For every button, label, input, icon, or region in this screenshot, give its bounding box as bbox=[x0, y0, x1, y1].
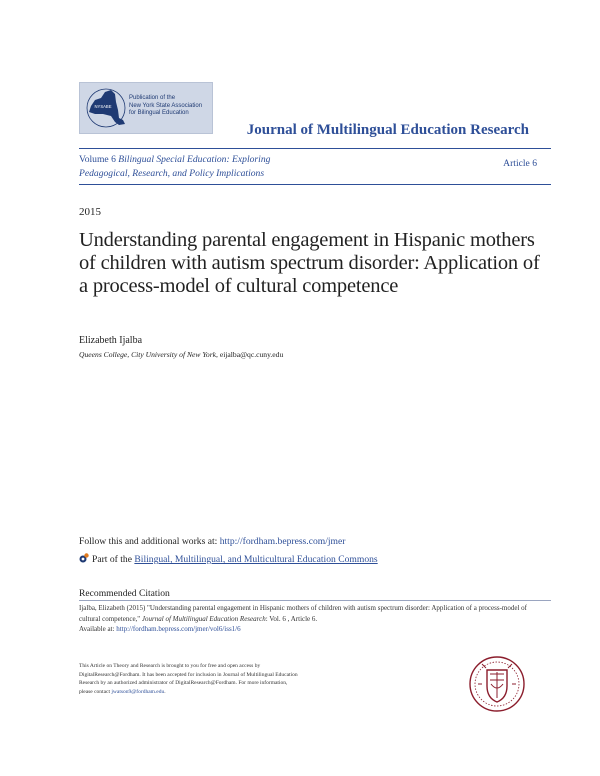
author-name: Elizabeth Ijalba bbox=[79, 335, 143, 346]
commons-link[interactable]: Bilingual, Multilingual, and Multicultural Education Commons bbox=[134, 554, 378, 565]
author-affiliation bbox=[79, 350, 283, 359]
volume-issue[interactable] bbox=[79, 153, 409, 181]
logo-map-label: NYSABE bbox=[94, 104, 112, 109]
notice-text: This Article on Theory and Research is brought to you for free and open access by DigitalResearch@Fordham. It has been accepted for inclusion in Journal of Multilingual Education Research by an authorized administrator of DigitalResearch@Fordham. For more information, please contact bbox=[79, 663, 298, 695]
fordham-seal-icon bbox=[468, 654, 526, 714]
citation-divider bbox=[79, 600, 551, 601]
logo-caption bbox=[129, 95, 213, 118]
available-link[interactable]: http://fordham.bepress.com/jmer/vol6/iss1/6 bbox=[116, 625, 241, 633]
part-of-line bbox=[79, 553, 378, 565]
contact-email-link[interactable]: jwatson9@fordham.edu bbox=[111, 688, 165, 695]
article-title: Understanding parental engagement in Hispanic mothers of children with autism spectrum disorder: Application of a process-model of cultural competence bbox=[79, 229, 540, 297]
article-number[interactable]: Article 6 bbox=[503, 158, 537, 169]
issue-title-line2: Pedagogical, Research, and Policy Implications bbox=[79, 168, 265, 179]
publication-year: 2015 bbox=[79, 206, 101, 218]
journal-title[interactable]: Journal of Multilingual Education Research bbox=[246, 122, 529, 138]
header-divider bbox=[79, 184, 551, 185]
citation-part2: : Vol. 6 , Article 6. bbox=[265, 614, 318, 623]
access-notice bbox=[79, 662, 299, 696]
logo-caption-line: for Bilingual Education bbox=[129, 110, 189, 116]
recommended-citation-heading: Recommended Citation bbox=[79, 588, 170, 599]
logo-caption-line: Publication of the bbox=[129, 95, 176, 101]
available-label: Available at: bbox=[79, 625, 117, 633]
new-york-state-map-icon bbox=[85, 86, 127, 130]
citation-text bbox=[79, 603, 549, 635]
header-divider bbox=[79, 148, 551, 149]
journal-logo bbox=[79, 82, 213, 134]
author-email[interactable]: , eijalba@qc.cuny.edu bbox=[216, 350, 284, 359]
volume-number: Volume 6 bbox=[79, 154, 116, 165]
notice-end: . bbox=[164, 688, 166, 695]
logo-caption-line: New York State Association bbox=[129, 102, 203, 109]
issue-title-line1: Bilingual Special Education: Exploring bbox=[118, 154, 271, 165]
citation-part1: Ijalba, Elizabeth (2015) "Understanding parental engagement in Hispanic mothers of children with autism spectrum disorder: Application of a process-model of cultural competence," bbox=[79, 604, 528, 623]
affiliation-institution: Queens College, City University of New York bbox=[79, 350, 217, 359]
follow-link[interactable]: http://fordham.bepress.com/jmer bbox=[219, 536, 346, 547]
citation-journal: Journal of Multilingual Education Research bbox=[141, 614, 266, 623]
part-of-label: Part of the bbox=[92, 554, 135, 565]
follow-line bbox=[79, 536, 345, 547]
follow-label: Follow this and additional works at: bbox=[79, 536, 220, 547]
commons-network-icon bbox=[79, 553, 89, 563]
